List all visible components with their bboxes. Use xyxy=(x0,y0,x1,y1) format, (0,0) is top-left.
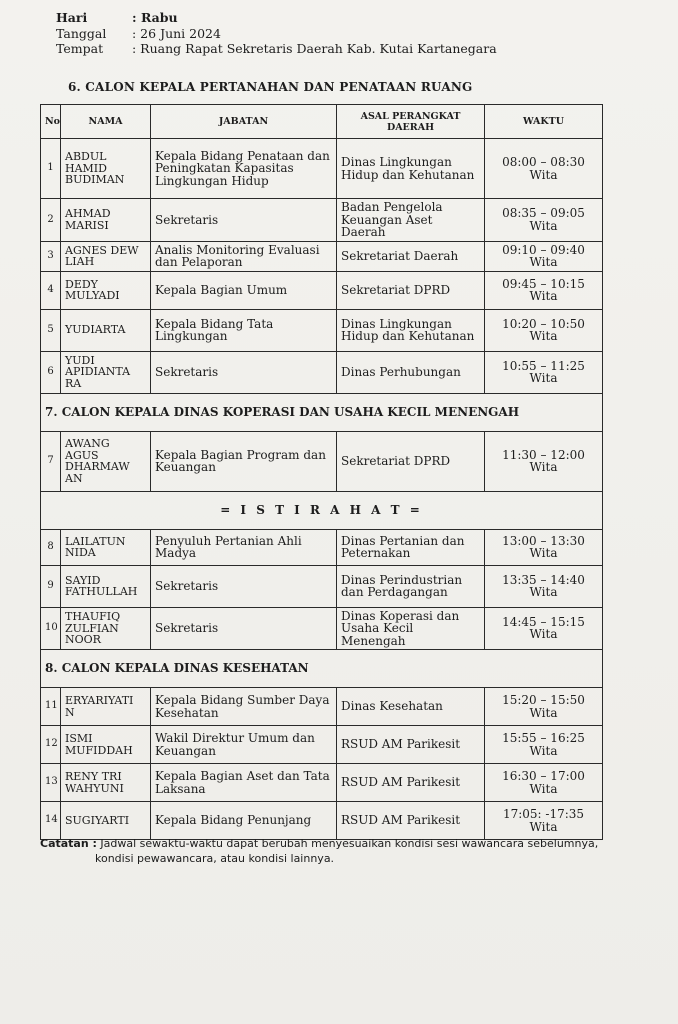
col-no: No xyxy=(41,105,61,139)
row-asal: Sekretariat Daerah xyxy=(337,241,485,271)
table-row xyxy=(41,529,603,565)
section-8-title: 8. CALON KEPALA DINAS KESEHATAN xyxy=(41,650,603,688)
row-waktu: 10:20 – 10:50 Wita xyxy=(485,309,603,351)
row-asal: Dinas Perhubungan xyxy=(337,351,485,393)
row-asal: Badan Pengelola Keuangan Aset Daerah xyxy=(337,199,485,242)
row-no: 11 xyxy=(41,688,61,726)
note-text-1: Jadwal sewaktu-waktu dapat berubah menyesuaikan kondisi sesi wawancara sebelumnya, xyxy=(100,837,599,850)
col-nama: NAMA xyxy=(61,105,151,139)
row-nama: LAILATUN NIDA xyxy=(61,529,151,565)
col-asal: ASAL PERANGKAT DAERAH xyxy=(337,105,485,139)
tanggal-label: Tanggal xyxy=(56,25,107,41)
row-nama: ISMI MUFIDDAH xyxy=(61,726,151,764)
col-waktu: WAKTU xyxy=(485,105,603,139)
row-asal: Dinas Lingkungan Hidup dan Kehutanan xyxy=(337,309,485,351)
table-row xyxy=(41,431,603,491)
schedule-table xyxy=(40,104,603,840)
col-jabatan: JABATAN xyxy=(151,105,337,139)
row-jabatan: Sekretaris xyxy=(151,607,337,650)
row-no: 2 xyxy=(41,199,61,242)
row-waktu: 15:55 – 16:25 Wita xyxy=(485,726,603,764)
schedule-header xyxy=(56,10,497,57)
row-waktu: 14:45 – 15:15 Wita xyxy=(485,607,603,650)
table-row xyxy=(41,139,603,199)
row-nama: ERYARIYATI N xyxy=(61,688,151,726)
row-no: 4 xyxy=(41,271,61,309)
row-waktu: 17:05: -17:35 Wita xyxy=(485,802,603,840)
row-nama: DEDY MULYADI xyxy=(61,271,151,309)
break-label: = I S T I R A H A T = xyxy=(41,491,603,529)
row-asal: RSUD AM Parikesit xyxy=(337,764,485,802)
tempat-value: : Ruang Rapat Sekretaris Daerah Kab. Kutai Kartanegara xyxy=(132,41,497,56)
row-asal: Dinas Kesehatan xyxy=(337,688,485,726)
row-asal: Dinas Koperasi dan Usaha Kecil Menengah xyxy=(337,607,485,650)
row-asal: RSUD AM Parikesit xyxy=(337,726,485,764)
table-row xyxy=(41,565,603,607)
row-nama: YUDIARTA xyxy=(61,309,151,351)
row-jabatan: Kepala Bidang Penataan dan Peningkatan Kapasitas Lingkungan Hidup xyxy=(151,139,337,199)
row-waktu: 11:30 – 12:00 Wita xyxy=(485,431,603,491)
table-header-row xyxy=(41,105,603,139)
row-waktu: 09:10 – 09:40 Wita xyxy=(485,241,603,271)
row-jabatan: Sekretaris xyxy=(151,351,337,393)
row-no: 7 xyxy=(41,431,61,491)
note-text-2: kondisi pewawancara, atau kondisi lainnya. xyxy=(95,852,335,865)
table-row xyxy=(41,607,603,650)
row-jabatan: Wakil Direktur Umum dan Keuangan xyxy=(151,726,337,764)
table-row xyxy=(41,802,603,840)
row-waktu: 13:00 – 13:30 Wita xyxy=(485,529,603,565)
row-no: 12 xyxy=(41,726,61,764)
break-row xyxy=(41,491,603,529)
row-asal: Dinas Lingkungan Hidup dan Kehutanan xyxy=(337,139,485,199)
row-waktu: 08:35 – 09:05 Wita xyxy=(485,199,603,242)
row-waktu: 09:45 – 10:15 Wita xyxy=(485,271,603,309)
row-no: 8 xyxy=(41,529,61,565)
row-no: 3 xyxy=(41,241,61,271)
row-nama: RENY TRI WAHYUNI xyxy=(61,764,151,802)
section-7-title: 7. CALON KEPALA DINAS KOPERASI DAN USAHA KECIL MENENGAH xyxy=(41,393,603,431)
row-waktu: 15:20 – 15:50 Wita xyxy=(485,688,603,726)
row-jabatan: Kepala Bidang Tata Lingkungan xyxy=(151,309,337,351)
tempat-row xyxy=(56,41,497,57)
row-no: 10 xyxy=(41,607,61,650)
row-no: 1 xyxy=(41,139,61,199)
table-row xyxy=(41,309,603,351)
row-asal: Dinas Pertanian dan Peternakan xyxy=(337,529,485,565)
section-8-row xyxy=(41,650,603,688)
tanggal-value: : 26 Juni 2024 xyxy=(132,25,221,41)
row-nama: AGNES DEW LIAH xyxy=(61,241,151,271)
row-jabatan: Sekretaris xyxy=(151,565,337,607)
row-nama: AHMAD MARISI xyxy=(61,199,151,242)
section-7-row xyxy=(41,393,603,431)
row-asal: Sekretariat DPRD xyxy=(337,431,485,491)
row-nama: SAYID FATHULLAH xyxy=(61,565,151,607)
row-waktu: 10:55 – 11:25 Wita xyxy=(485,351,603,393)
row-nama: YUDI APIDIANTA RA xyxy=(61,351,151,393)
row-no: 5 xyxy=(41,309,61,351)
schedule-note xyxy=(40,836,640,866)
table-row xyxy=(41,764,603,802)
row-nama: SUGIYARTI xyxy=(61,802,151,840)
row-jabatan: Kepala Bidang Sumber Daya Kesehatan xyxy=(151,688,337,726)
row-nama: THAUFIQ ZULFIAN NOOR xyxy=(61,607,151,650)
note-line-1 xyxy=(40,836,640,851)
row-jabatan: Kepala Bagian Umum xyxy=(151,271,337,309)
hari-value: : Rabu xyxy=(132,10,178,25)
hari-label: Hari xyxy=(56,10,88,25)
row-jabatan: Kepala Bagian Aset dan Tata Laksana xyxy=(151,764,337,802)
row-asal: Sekretariat DPRD xyxy=(337,271,485,309)
section-6-title: 6. CALON KEPALA PERTANAHAN DAN PENATAAN RUANG xyxy=(68,80,473,94)
table-row xyxy=(41,241,603,271)
table-row xyxy=(41,726,603,764)
row-asal: RSUD AM Parikesit xyxy=(337,802,485,840)
row-jabatan: Kepala Bagian Program dan Keuangan xyxy=(151,431,337,491)
hari-row xyxy=(56,10,497,26)
tempat-label: Tempat xyxy=(56,41,104,56)
table-row xyxy=(41,271,603,309)
row-nama: AWANG AGUS DHARMAW AN xyxy=(61,431,151,491)
row-waktu: 13:35 – 14:40 Wita xyxy=(485,565,603,607)
table-row xyxy=(41,688,603,726)
row-waktu: 16:30 – 17:00 Wita xyxy=(485,764,603,802)
row-no: 13 xyxy=(41,764,61,802)
row-no: 9 xyxy=(41,565,61,607)
table-row xyxy=(41,199,603,242)
row-no: 6 xyxy=(41,351,61,393)
tanggal-row xyxy=(56,26,497,42)
row-jabatan: Penyuluh Pertanian Ahli Madya xyxy=(151,529,337,565)
row-waktu: 08:00 – 08:30 Wita xyxy=(485,139,603,199)
row-nama: ABDUL HAMID BUDIMAN xyxy=(61,139,151,199)
note-label: Catatan : xyxy=(40,837,97,850)
row-jabatan: Sekretaris xyxy=(151,199,337,242)
row-jabatan: Kepala Bidang Penunjang xyxy=(151,802,337,840)
table-row xyxy=(41,351,603,393)
row-jabatan: Analis Monitoring Evaluasi dan Pelaporan xyxy=(151,241,337,271)
row-asal: Dinas Perindustrian dan Perdagangan xyxy=(337,565,485,607)
row-no: 14 xyxy=(41,802,61,840)
